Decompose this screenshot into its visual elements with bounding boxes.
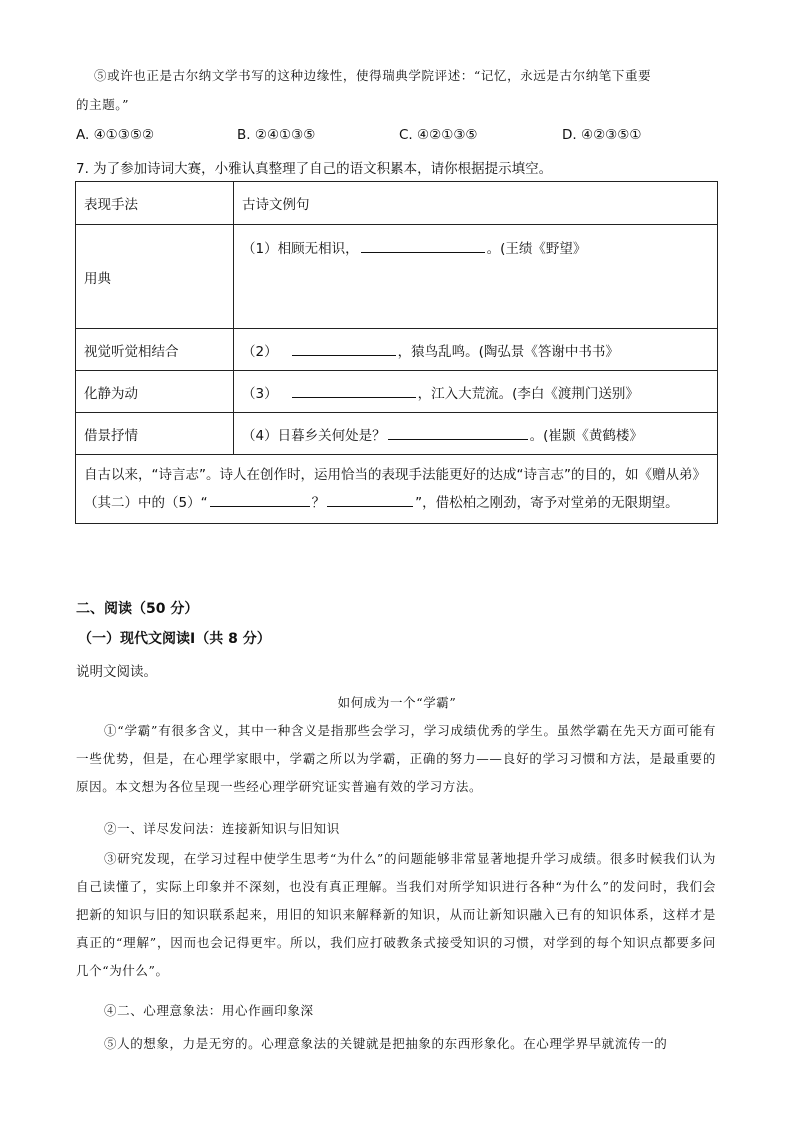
section-2-sub1: （一）现代文阅读Ⅰ（共 8 分） (78, 631, 271, 647)
answer-blank-5a[interactable] (210, 494, 310, 507)
example-suffix: 。(崔颢《黄鹤楼》 (529, 427, 643, 444)
example-prefix: （4）日暮乡关何处是？ (242, 427, 386, 444)
question-7-stem: 7. 为了参加诗词大赛，小雅认真整理了自己的语文积累本，请你根据提示填空。 (76, 161, 553, 177)
header-technique: 表现手法 (76, 182, 234, 225)
article-paragraph-4: ④二、心理意象法：用心作画印象深 (104, 1003, 314, 1018)
answer-blank-5b[interactable] (327, 494, 413, 507)
choice-c[interactable]: C. ④②①③⑤ (399, 127, 478, 143)
example-cell (234, 225, 718, 329)
note-mid: ？ (311, 495, 326, 511)
table-header-row (76, 182, 718, 225)
reading-instruction: 说明文阅读。 (76, 664, 157, 680)
note-part2: ”，借松柏之刚劲，寄予对堂弟的无限期望。 (415, 495, 679, 511)
example-suffix: ，猿鸟乱鸣。(陶弘景《答谢中书书》 (397, 343, 619, 360)
example-cell (234, 329, 718, 371)
note-part1: 自古以来，“诗言志”。诗人在创作时，运用恰当的表现手法能更好的达成“诗言志”的目的，如《赠从弟》（其二）中的（5）“ (84, 467, 706, 511)
table-row (76, 413, 718, 455)
article-paragraph-5: ⑤人的想象，力是无穷的。心理意象法的关键就是把抽象的东西形象化。在心理学界早就流传一的 (104, 1036, 668, 1051)
example-suffix: ，江入大荒流。(李白《渡荆门送别》 (417, 385, 639, 402)
example-prefix: （3） (242, 385, 278, 402)
example-prefix: （1）相顾无相识， (242, 241, 359, 257)
option-5-line1: ⑤或许也正是古尔纳文学书写的这种边缘性，使得瑞典学院评述：“记忆，永远是古尔纳笔下重要 (94, 68, 652, 83)
table-row (76, 329, 718, 371)
answer-blank-3[interactable] (292, 385, 416, 398)
article-paragraph-3: ③研究发现，在学习过程中使学生思考“为什么”的问题能够非常显著地提升学习成绩。很多时候我们认为自己读懂了，实际上印象并不深刻，也没有真正理解。当我们对所学知识进行各种“为什么”的发问时，我们会把新的知识与旧的知识联系起来，用旧的知识来解释新的知识，从而让新知识融入已有的知识体系，这样才是真正的“理解”，因而也会记得更牢。所以，我们应打破教条式接受知识的习惯，对学到的每个知识点都要多问几个“为什么”。 (76, 851, 716, 978)
article-title: 如何成为一个“学霸” (337, 695, 457, 710)
answer-blank-2[interactable] (292, 343, 396, 356)
example-cell (234, 413, 718, 455)
section-2-title: 二、阅读（50 分） (76, 601, 199, 617)
choice-d[interactable]: D. ④②③⑤① (562, 127, 642, 143)
header-example: 古诗文例句 (234, 182, 718, 225)
table-note-row (76, 455, 718, 524)
example-suffix: 。(王绩《野望》 (486, 241, 587, 257)
example-cell (234, 371, 718, 413)
table-row (76, 225, 718, 329)
technique-cell: 化静为动 (76, 371, 234, 413)
choice-b[interactable]: B. ②④①③⑤ (237, 127, 316, 143)
example-prefix: （2） (242, 343, 278, 360)
table-row (76, 371, 718, 413)
answer-blank-4[interactable] (388, 427, 528, 440)
note-cell (76, 455, 718, 524)
answer-blank-1[interactable] (361, 240, 485, 253)
technique-cell: 视觉听觉相结合 (76, 329, 234, 371)
article-paragraph-2: ②一、详尽发问法：连接新知识与旧知识 (104, 821, 340, 836)
option-5-line2: 的主题。” (76, 97, 130, 112)
technique-cell: 用典 (76, 225, 234, 329)
article-paragraph-1: ①“学霸”有很多含义，其中一种含义是指那些会学习，学习成绩优秀的学生。虽然学霸在先天方面可能有一些优势，但是，在心理学家眼中，学霸之所以为学霸，正确的努力——良好的学习习惯和方法，是最重要的原因。本文想为各位呈现一些经心理学研究证实普遍有效的学习方法。 (76, 723, 716, 794)
accumulation-table (75, 181, 718, 524)
choice-a[interactable]: A. ④①③⑤② (76, 127, 155, 143)
technique-cell: 借景抒情 (76, 413, 234, 455)
